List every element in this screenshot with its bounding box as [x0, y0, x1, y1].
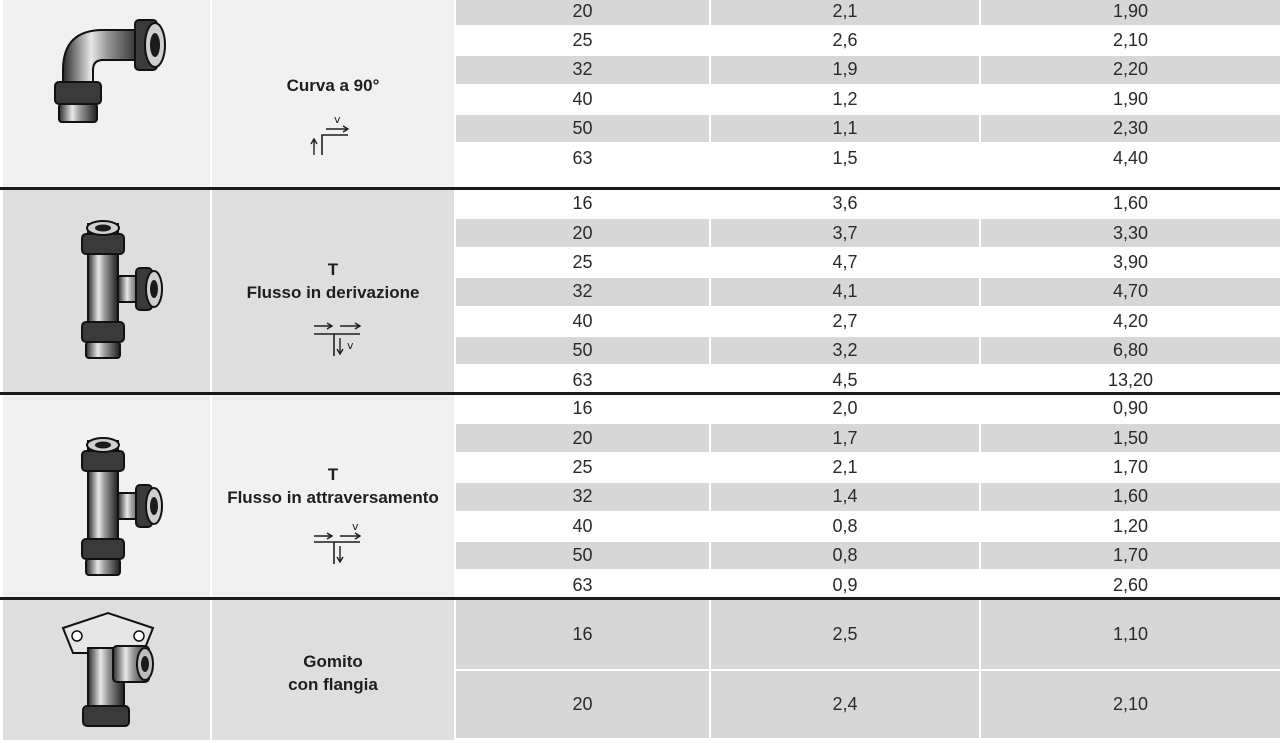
table-row	[456, 366, 1280, 393]
zeta-cell: 2,1	[711, 454, 979, 481]
equivalent-length-cell: 1,50	[981, 424, 1280, 451]
table-row	[456, 308, 1280, 335]
data-rows	[456, 190, 1280, 392]
zeta-cell: 3,2	[711, 337, 979, 364]
table-row	[456, 86, 1280, 113]
diameter-cell: 20	[456, 219, 709, 246]
equivalent-length-cell: 3,90	[981, 249, 1280, 276]
zeta-cell: 4,1	[711, 278, 979, 305]
zeta-cell: 3,6	[711, 190, 979, 217]
diameter-cell: 50	[456, 115, 709, 142]
zeta-cell: 3,7	[711, 219, 979, 246]
diameter-cell: 63	[456, 571, 709, 598]
fitting-name-cell	[212, 0, 454, 187]
zeta-cell: 1,7	[711, 424, 979, 451]
zeta-cell: 2,7	[711, 308, 979, 335]
zeta-cell: 1,2	[711, 86, 979, 113]
table-row	[456, 454, 1280, 481]
fitting-name-line: con flangia	[288, 675, 378, 694]
table-row	[456, 571, 1280, 598]
diameter-cell: 32	[456, 278, 709, 305]
zeta-cell: 2,5	[711, 600, 979, 669]
fitting-image-cell	[3, 600, 210, 740]
table-row	[456, 278, 1280, 305]
zeta-cell: 2,6	[711, 27, 979, 54]
diameter-cell: 50	[456, 542, 709, 569]
equivalent-length-cell: 2,10	[981, 27, 1280, 54]
table-row	[456, 144, 1280, 171]
table-row	[456, 0, 1280, 25]
table-row	[456, 600, 1280, 669]
equivalent-length-cell: 2,20	[981, 56, 1280, 83]
diameter-cell: 50	[456, 337, 709, 364]
fitting-image-cell	[3, 395, 210, 597]
zeta-cell: 4,5	[711, 366, 979, 393]
diameter-cell: 63	[456, 144, 709, 171]
table-row	[456, 424, 1280, 451]
svg-text:v: v	[352, 520, 359, 533]
equivalent-length-cell: 2,10	[981, 671, 1280, 738]
table-row	[456, 395, 1280, 422]
diameter-cell: 25	[456, 249, 709, 276]
equivalent-length-cell: 1,60	[981, 483, 1280, 510]
diameter-cell: 16	[456, 190, 709, 217]
svg-text:v: v	[334, 113, 341, 126]
diameter-cell: 16	[456, 600, 709, 669]
equivalent-length-cell: 2,30	[981, 115, 1280, 142]
table-row	[456, 190, 1280, 217]
fitting-name	[212, 74, 454, 97]
equivalent-length-cell: 1,90	[981, 0, 1280, 25]
diameter-cell: 40	[456, 308, 709, 335]
fitting-block	[0, 395, 1280, 597]
table-row	[456, 483, 1280, 510]
equivalent-length-cell: 1,70	[981, 542, 1280, 569]
fitting-block	[0, 600, 1280, 740]
zeta-cell: 4,7	[711, 249, 979, 276]
tee-branch-fitting-icon	[58, 214, 168, 369]
diameter-cell: 20	[456, 671, 709, 738]
equivalent-length-cell: 1,60	[981, 190, 1280, 217]
diameter-cell: 16	[456, 395, 709, 422]
zeta-cell: 2,0	[711, 395, 979, 422]
equivalent-length-cell: 4,70	[981, 278, 1280, 305]
tee-through-fitting-icon	[58, 431, 168, 586]
diameter-cell: 25	[456, 27, 709, 54]
fitting-block	[0, 190, 1280, 392]
elbow-flow-symbol-icon	[308, 113, 368, 164]
table-row	[456, 513, 1280, 540]
equivalent-length-cell: 13,20	[981, 366, 1280, 393]
fitting-name-line: T	[327, 260, 339, 279]
elbow-90-fitting-icon	[43, 10, 173, 135]
table-row	[456, 219, 1280, 246]
block-separator	[0, 187, 1280, 190]
zeta-cell: 0,9	[711, 571, 979, 598]
data-rows	[456, 395, 1280, 597]
block-separator	[0, 392, 1280, 395]
fitting-name	[212, 463, 454, 509]
fitting-name-line: Gomito	[303, 652, 363, 671]
equivalent-length-cell: 6,80	[981, 337, 1280, 364]
diameter-cell: 32	[456, 56, 709, 83]
diameter-cell: 32	[456, 483, 709, 510]
diameter-cell: 20	[456, 424, 709, 451]
equivalent-length-cell: 1,20	[981, 513, 1280, 540]
diameter-cell: 20	[456, 0, 709, 25]
diameter-cell: 63	[456, 366, 709, 393]
equivalent-length-cell: 4,20	[981, 308, 1280, 335]
zeta-cell: 1,9	[711, 56, 979, 83]
flanged-elbow-fitting-icon	[53, 608, 163, 743]
equivalent-length-cell: 1,70	[981, 454, 1280, 481]
fitting-image-cell	[3, 190, 210, 392]
fitting-name-line: Flusso in attraversamento	[227, 488, 439, 507]
equivalent-length-cell: 3,30	[981, 219, 1280, 246]
fitting-name-line: Flusso in derivazione	[246, 283, 420, 302]
zeta-cell: 0,8	[711, 513, 979, 540]
fitting-name-line: T	[327, 465, 339, 484]
diameter-cell: 40	[456, 513, 709, 540]
tee-through-flow-symbol-icon	[308, 520, 368, 571]
equivalent-length-cell: 0,90	[981, 395, 1280, 422]
fitting-name	[212, 650, 454, 696]
fitting-name-cell	[212, 395, 454, 597]
diameter-cell: 25	[456, 454, 709, 481]
table-row	[456, 56, 1280, 83]
fitting-image-cell	[3, 0, 210, 187]
zeta-cell: 2,1	[711, 0, 979, 25]
equivalent-length-cell: 4,40	[981, 144, 1280, 171]
zeta-cell: 1,4	[711, 483, 979, 510]
fitting-name-line: Curva a 90°	[286, 76, 380, 95]
fitting-block	[0, 0, 1280, 187]
zeta-cell: 2,4	[711, 671, 979, 738]
block-separator	[0, 597, 1280, 600]
fitting-name-cell	[212, 190, 454, 392]
equivalent-length-cell: 1,10	[981, 600, 1280, 669]
diameter-cell: 40	[456, 86, 709, 113]
svg-text:v: v	[347, 339, 354, 352]
table-row	[456, 337, 1280, 364]
table-row	[456, 671, 1280, 738]
zeta-cell: 1,5	[711, 144, 979, 171]
table-row	[456, 115, 1280, 142]
data-rows	[456, 600, 1280, 740]
tee-branch-flow-symbol-icon	[308, 316, 368, 367]
fitting-name	[212, 258, 454, 304]
zeta-cell: 1,1	[711, 115, 979, 142]
zeta-cell: 0,8	[711, 542, 979, 569]
data-rows	[456, 0, 1280, 187]
table-row	[456, 249, 1280, 276]
table-row	[456, 542, 1280, 569]
equivalent-length-cell: 1,90	[981, 86, 1280, 113]
equivalent-length-cell: 2,60	[981, 571, 1280, 598]
table-row	[456, 27, 1280, 54]
fitting-name-cell	[212, 600, 454, 740]
